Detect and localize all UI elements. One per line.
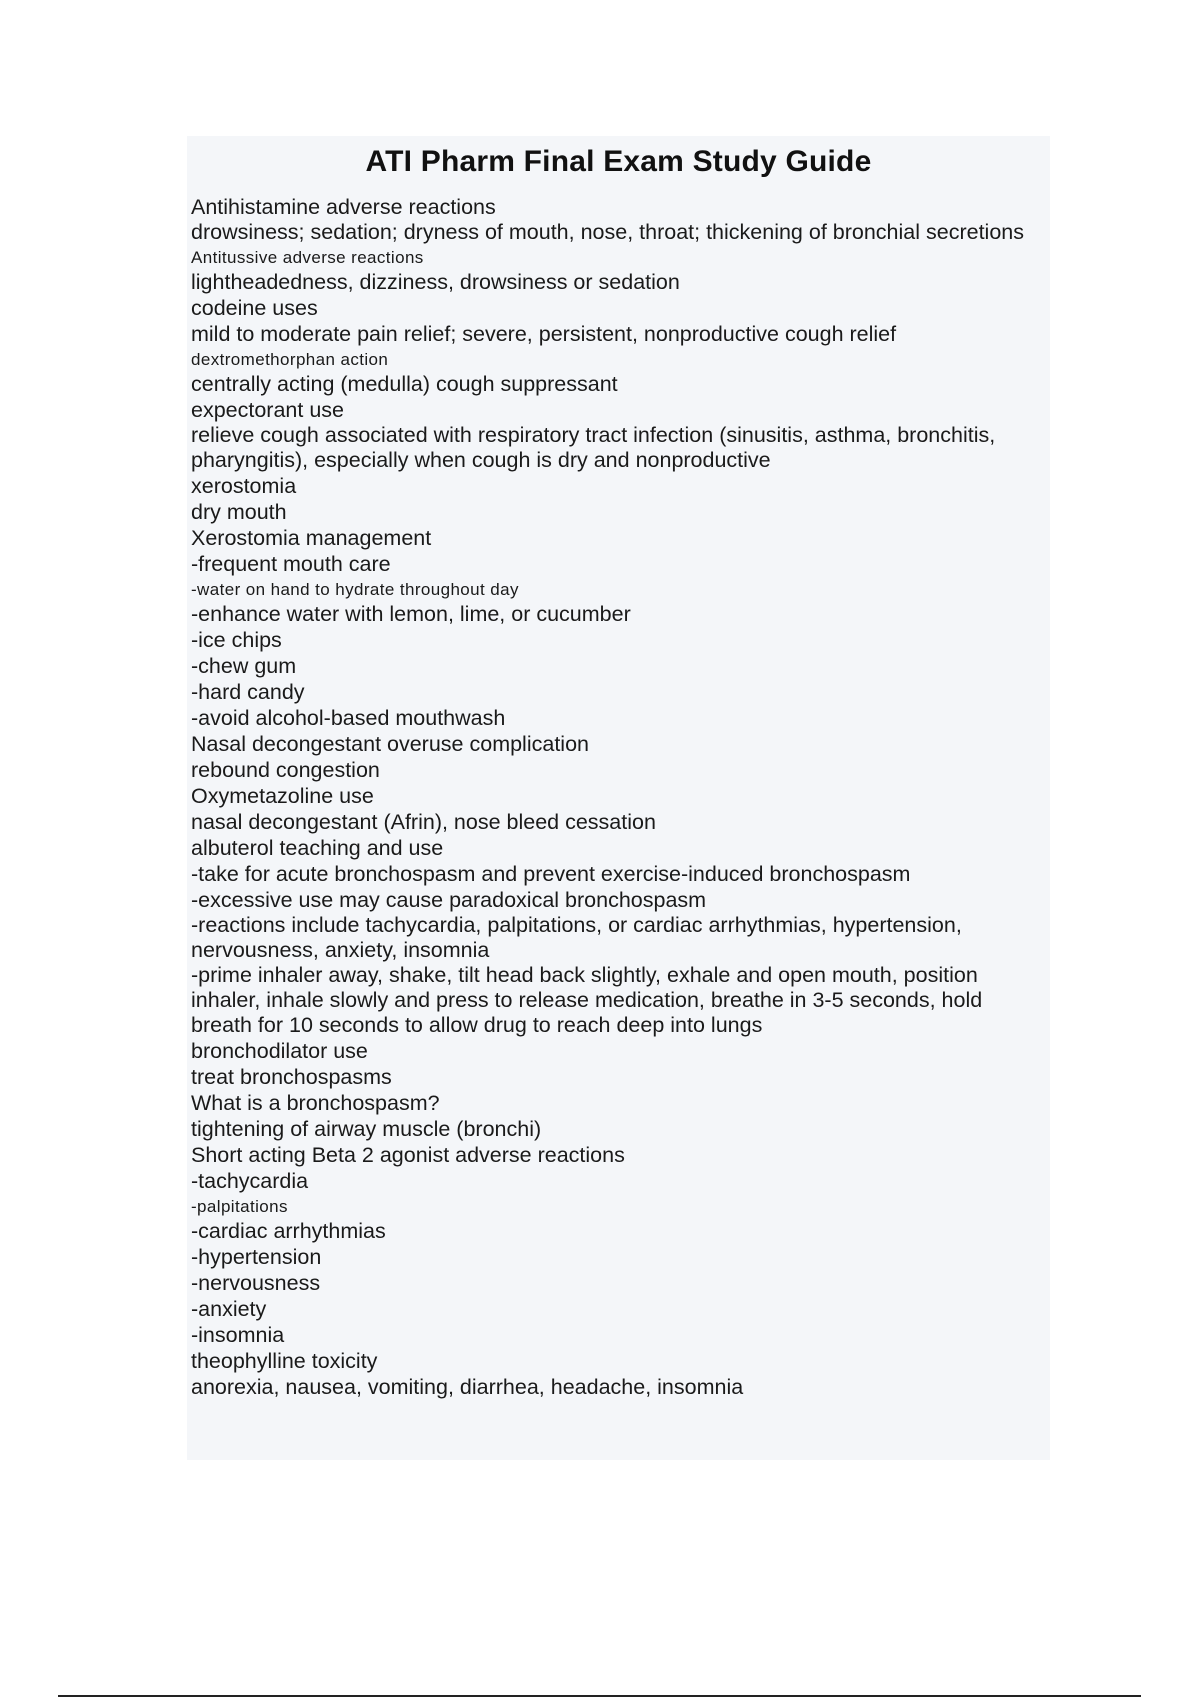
text-line: -take for acute bronchospasm and prevent exercise-induced bronchospasm xyxy=(191,862,911,886)
text-line: -enhance water with lemon, lime, or cucumber xyxy=(191,602,631,626)
text-line: -anxiety xyxy=(191,1297,267,1321)
text-line: codeine uses xyxy=(191,296,318,320)
text-line: -water on hand to hydrate throughout day xyxy=(191,580,519,599)
text-line: -chew gum xyxy=(191,654,297,678)
text-line: -hypertension xyxy=(191,1245,322,1269)
text-line: theophylline toxicity xyxy=(191,1349,378,1373)
text-line: -prime inhaler away, shake, tilt head back slightly, exhale and open mouth, position inhaler, inhale slowly and press to release medication, breathe in 3-5 seconds, hold breath for 10 seconds to allow drug to reach deep into lungs xyxy=(191,963,983,1037)
text-line: mild to moderate pain relief; severe, persistent, nonproductive cough relief xyxy=(191,322,897,346)
text-line: nasal decongestant (Afrin), nose bleed cessation xyxy=(191,810,656,834)
text-line: -reactions include tachycardia, palpitations, or cardiac arrhythmias, hypertension, nervousness, anxiety, insomnia xyxy=(191,913,962,962)
text-line: dry mouth xyxy=(191,500,287,524)
document-title: ATI Pharm Final Exam Study Guide xyxy=(365,145,872,178)
text-line: rebound congestion xyxy=(191,758,380,782)
text-line: -cardiac arrhythmias xyxy=(191,1219,386,1243)
text-line: What is a bronchospasm? xyxy=(191,1091,440,1115)
text-line: Xerostomia management xyxy=(191,526,432,550)
text-line: -avoid alcohol-based mouthwash xyxy=(191,706,506,730)
text-line: centrally acting (medulla) cough suppressant xyxy=(191,372,618,396)
text-line: treat bronchospasms xyxy=(191,1065,392,1089)
text-line: -tachycardia xyxy=(191,1169,309,1193)
text-line: bronchodilator use xyxy=(191,1039,368,1063)
text-line: drowsiness; sedation; dryness of mouth, nose, throat; thickening of bronchial secretions xyxy=(191,220,1024,244)
text-line: relieve cough associated with respiratory tract infection (sinusitis, asthma, bronchitis, pharyngitis), especially when cough is dry and nonproductive xyxy=(191,423,996,472)
text-line: Short acting Beta 2 agonist adverse reactions xyxy=(191,1143,625,1167)
text-line: -palpitations xyxy=(191,1197,288,1216)
text-line: expectorant use xyxy=(191,398,344,422)
text-line: Nasal decongestant overuse complication xyxy=(191,732,589,756)
text-line: Oxymetazoline use xyxy=(191,784,374,808)
text-line: -nervousness xyxy=(191,1271,321,1295)
text-line: -insomnia xyxy=(191,1323,285,1347)
text-line: dextromethorphan action xyxy=(191,350,389,369)
text-line: -frequent mouth care xyxy=(191,552,391,576)
text-line: tightening of airway muscle (bronchi) xyxy=(191,1117,542,1141)
text-line: -excessive use may cause paradoxical bronchospasm xyxy=(191,888,707,912)
text-line: -hard candy xyxy=(191,680,305,704)
text-line: xerostomia xyxy=(191,474,297,498)
study-guide-lines xyxy=(191,194,1042,1400)
study-guide-page xyxy=(187,136,1050,1460)
text-line: lightheadedness, dizziness, drowsiness or sedation xyxy=(191,270,680,294)
text-line: -ice chips xyxy=(191,628,282,652)
text-line: albuterol teaching and use xyxy=(191,836,444,860)
text-line: Antihistamine adverse reactions xyxy=(191,195,496,219)
text-line: anorexia, nausea, vomiting, diarrhea, headache, insomnia xyxy=(191,1375,744,1399)
text-line: Antitussive adverse reactions xyxy=(191,248,424,267)
page-bottom-divider xyxy=(58,1695,1141,1697)
